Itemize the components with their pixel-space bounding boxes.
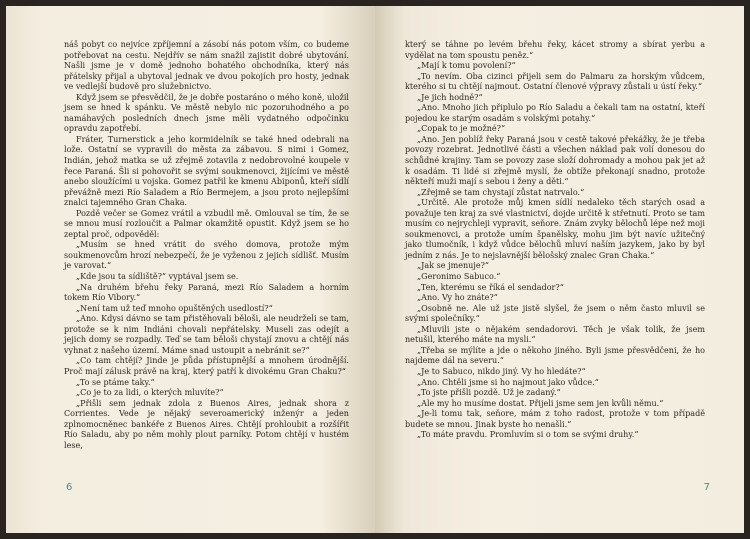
paragraph: „Na druhém břehu řeky Paraná, mezi Río Saladem a horním tokem Río Vibory.“ <box>64 282 349 303</box>
paragraph: „Co je to za lidi, o kterých mluvíte?“ <box>76 388 224 398</box>
left-page <box>6 6 375 533</box>
paragraph: „Ano. Vy ho znáte?“ <box>417 293 498 303</box>
paragraph: „Ano. Kdysi dávno se tam přistěhovali běloši, ale neudrželi se tam, protože se k nim Indiáni chovali nepřátelsky. Museli zas odejít a jejich domy se rozpadly. Teď se tam běloši chystají znovu a chtějí nás vyhnat z našeho území. Máme snad ustoupit a nebránit se?“ <box>64 314 349 355</box>
left-page-number: 6 <box>66 482 73 493</box>
paragraph: „Ano. Chtěli jsme si ho najmout jako vůdce.“ <box>417 377 599 387</box>
right-page <box>375 6 744 533</box>
paragraph: „Ano. Jen poblíž řeky Paraná jsou v cestě takové překážky, že je třeba povozy rozebrat. Jednotlivé části a všechen náklad pak volí donesou do schůdné krajiny. Tam se povozy zase složí dohromady a mohou pak jet až k osadám. Ti lidé si zřejmě myslí, že obtíže překonají snadno, protože někteří muži mají s sebou i ženy a děti.“ <box>405 134 705 187</box>
paragraph: „Mají k tomu povolení?“ <box>417 61 516 71</box>
paragraph: „To jste přišli pozdě. Už je zadaný.“ <box>417 388 561 398</box>
paragraph: „Copak to je možné?“ <box>417 124 506 134</box>
paragraph: „To nevím. Oba cizinci přijeli sem do Palmaru za horským vůdcem, kterého si tu chtějí najmout. Ostatní členové výpravy zůstali u ústí řeky.“ <box>405 71 705 92</box>
book-spread <box>6 6 744 533</box>
right-page-text <box>405 40 705 441</box>
paragraph: „To máte pravdu. Promluvím si o tom se svými druhy.“ <box>417 430 639 440</box>
paragraph: „Kde jsou ta sídliště?“ vyptával jsem se. <box>76 272 239 282</box>
paragraph: „Mluvili jste o nějakém sendadorovi. Těch je však tolik, že jsem netušil, kterého máte na mysli.“ <box>405 324 705 345</box>
paragraph: „Geronimo Sabuco.“ <box>417 272 501 282</box>
paragraph: „Musím se hned vrátit do svého domova, protože mým soukmenovcům hrozí nebezpečí, že je vyženou z jejich sídlišť. Musím je varovat.“ <box>64 240 349 271</box>
paragraph: „Osobně ne. Ale už jste jistě slyšel, že jsem o něm často mluvil se svými společníky.“ <box>405 303 705 324</box>
left-page-text <box>64 40 349 451</box>
paragraph: „Zřejmě se tam chystají zůstat natrvalo.“ <box>417 187 585 197</box>
paragraph: „Je to Sabuco, nikdo jiný. Vy ho hledáte?“ <box>417 366 586 376</box>
paragraph: „Jak se jmenuje?“ <box>417 261 490 271</box>
paragraph: „Ano. Mnoho jich připlulo po Río Saladu a čekali tam na ostatní, kteří pojedou ke starým osadám s volskými potahy.“ <box>405 103 705 123</box>
paragraph: „Je-li tomu tak, seňore, mám z toho radost, protože v tom případě budete se mnou. Jinak byste ho nenašli.“ <box>405 409 705 429</box>
paragraph: který se táhne po levém břehu řeky, kácet stromy a sbírat yerbu a vydělat na tom spoustu peněz.“ <box>405 40 705 60</box>
paragraph: „Je jich hodně?“ <box>417 92 483 102</box>
paragraph: „Určitě. Ale protože můj kmen sídlí nedaleko těch starých osad a považuje ten kraj za své vlastnictví, dojde určitě k střetnutí. Proto se tam musím co nejrychleji vypravit, seňore. Znám zvyky bělochů lépe než moji soukmenovci, a protože umím španělsky, mohu jim být navíc užitečný jako tlumočník, i když vůdce bělochů mluví naším jazykem, jako by byl jedním z nás. Je to nejslavnější bělošský znalec Gran Chaka.“ <box>405 198 705 260</box>
paragraph: Fráter, Turnerstick a jeho kormidelník se také hned odebrali na lože. Ostatní se vypravili do města za zábavou. S nimi i Gomez, Indián, jehož matka se už zřejmě zotavila z nedobrovolné koupele v řece Paraná. Šli si pohovořit se svými soukmenovci, žijícími ve městě anebo sloužícími u vojska. Gomez patřil ke kmenu Abiponů, kteří sídlí převážně mezi Río Saladem a Río Bermejem, a jsou proto nejlepšími znalci tajemného Gran Chaka. <box>64 134 349 208</box>
paragraph: „Ale my ho musíme dostat. Přijeli jsme sem jen kvůli němu.“ <box>417 398 664 408</box>
paragraph: „Třeba se mýlíte a jde o někoho jiného. Byli jsme přesvědčeni, že ho najdeme dál na severu.“ <box>405 345 705 366</box>
paragraph: „To se ptáme taky.“ <box>76 377 155 387</box>
paragraph: „Ten, kterému se říká el sendador?“ <box>417 282 564 292</box>
paragraph: „Co tam chtějí? Jinde je půda přístupnější a mnohem úrodnější. Proč mají zálusk právě na kraj, který patří k divokému Gran Chaku?“ <box>64 356 349 376</box>
paragraph: náš pobyt co nejvíce zpříjemní a zásobí nás potom vším, co budeme potřebovat na cestu. Nejdřív se nám snažil zajistit dobré ubytování. Našli jsme je v domě jednoho bohatého obchodníka, který nás přátelsky přijal a ubytoval jednak ve dvou pokojích pro hosty, jednak ve vedlejší budově pro služebnictvo. <box>64 40 349 92</box>
paragraph: „Přišli sem jednak zdola z Buenos Aires, jednak shora z Corrientes. Vede je nějaký severoamerický inženýr a jeden zplnomocněnec bankéře z Buenos Aires. Chtějí prohloubit a rozšířit Río Saladu, aby po něm mohly plout parníky. Potom chtějí v hustém lese, <box>64 398 349 450</box>
paragraph: Pozdě večer se Gomez vrátil a vzbudil mě. Omlouval se tím, že se se mnou musí rozloučit a Palmar okamžitě opustit. Když jsem se ho zeptal proč, odpověděl: <box>64 208 349 239</box>
paragraph: „Není tam už teď mnoho opuštěných usedlostí?“ <box>76 303 273 313</box>
right-page-number: 7 <box>703 482 710 493</box>
paragraph: Když jsem se přesvědčil, že je dobře postaráno o mého koně, uložil jsem se hned k spánku. Ve městě nebylo nic pozoruhodného a po namáhavých posledních dnech jsme měli vydatného odpočinku opravdu zapotřebí. <box>64 92 349 134</box>
